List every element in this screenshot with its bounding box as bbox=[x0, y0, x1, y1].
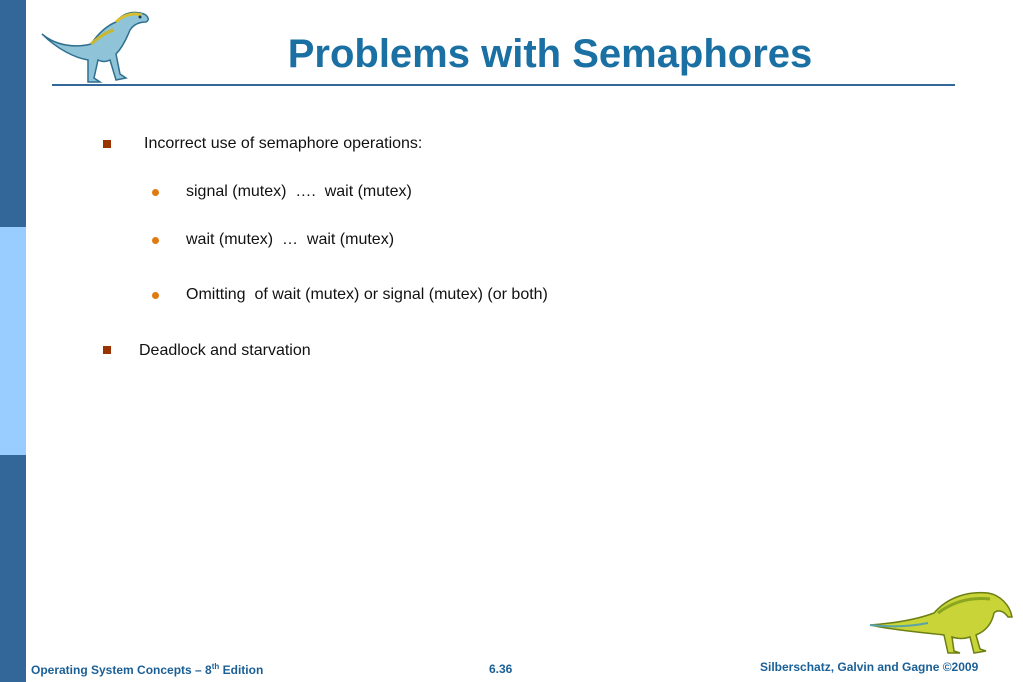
dot-bullet-icon bbox=[152, 237, 159, 244]
footer-page-number: 6.36 bbox=[489, 662, 513, 676]
square-bullet-icon bbox=[103, 140, 111, 148]
sidebar-band-bottom bbox=[0, 455, 26, 682]
page-title: Problems with Semaphores bbox=[287, 32, 813, 76]
list-item: Deadlock and starvation bbox=[139, 342, 311, 359]
sidebar-band-middle bbox=[0, 227, 26, 455]
list-item: signal (mutex) …. wait (mutex) bbox=[186, 183, 412, 200]
dot-bullet-icon bbox=[152, 189, 159, 196]
dot-bullet-icon bbox=[152, 292, 159, 299]
footer-book-title: Operating System Concepts – 8th Edition bbox=[31, 662, 264, 677]
list-item: Omitting of wait (mutex) or signal (mutex) (or both) bbox=[186, 286, 548, 303]
list-item: wait (mutex) … wait (mutex) bbox=[186, 231, 395, 248]
dinosaur-logo-icon bbox=[36, 4, 156, 86]
footer-copyright: Silberschatz, Galvin and Gagne ©2009 bbox=[760, 660, 979, 674]
title-divider bbox=[52, 84, 955, 86]
list-item: Incorrect use of semaphore operations: bbox=[144, 135, 423, 152]
dinosaur-bottom-icon bbox=[868, 583, 1014, 655]
sidebar-band-top bbox=[0, 0, 26, 227]
square-bullet-icon bbox=[103, 346, 111, 354]
sidebar bbox=[0, 0, 26, 682]
